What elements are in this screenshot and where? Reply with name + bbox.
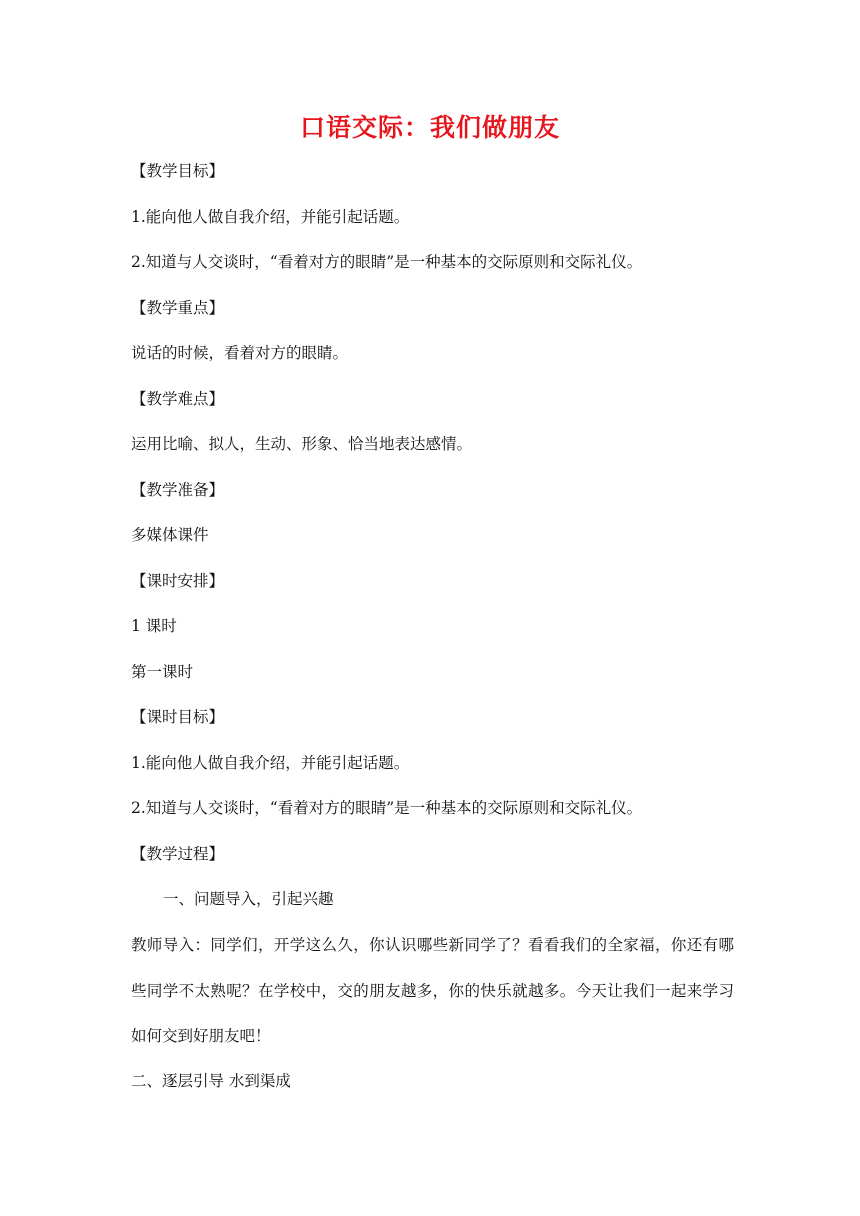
section-heading-difficulties: 【教学难点】: [131, 390, 225, 408]
process-step-2-heading: 二、逐层引导 水到渠成: [131, 1072, 291, 1090]
goal-item-1: 1.能向他人做自我介绍，并能引起话题。: [131, 208, 410, 226]
process-step-1-heading: 一、问题导入，引起兴趣: [163, 890, 334, 908]
section-heading-lesson-goals: 【课时目标】: [131, 708, 225, 726]
section-heading-schedule: 【课时安排】: [131, 572, 225, 590]
schedule-text: 1 课时: [131, 617, 177, 635]
teacher-intro-paragraph: 教师导入：同学们，开学这么久，你认识哪些新同学了？看看我们的全家福，你还有哪些同学不太熟呢？在学校中，交的朋友越多，你的快乐就越多。今天让我们一起来学习如何交到好朋友吧！: [131, 936, 734, 1045]
section-heading-process: 【教学过程】: [131, 845, 225, 863]
key-point-text: 说话的时候，看着对方的眼睛。: [131, 344, 349, 362]
preparation-text: 多媒体课件: [131, 526, 209, 544]
difficulty-text: 运用比喻、拟人，生动、形象、恰当地表达感情。: [131, 435, 473, 453]
lesson-goal-item-2: 2.知道与人交谈时，“看着对方的眼睛”是一种基本的交际原则和交际礼仪。: [131, 799, 643, 817]
section-heading-key-points: 【教学重点】: [131, 299, 225, 317]
section-heading-preparation: 【教学准备】: [131, 481, 225, 499]
goal-item-2: 2.知道与人交谈时，“看着对方的眼睛”是一种基本的交际原则和交际礼仪。: [131, 253, 643, 271]
lesson-label: 第一课时: [131, 663, 194, 681]
document-title: 口语交际：我们做朋友: [299, 113, 560, 142]
lesson-goal-item-1: 1.能向他人做自我介绍，并能引起话题。: [131, 754, 410, 772]
section-heading-teaching-goals: 【教学目标】: [131, 162, 225, 180]
